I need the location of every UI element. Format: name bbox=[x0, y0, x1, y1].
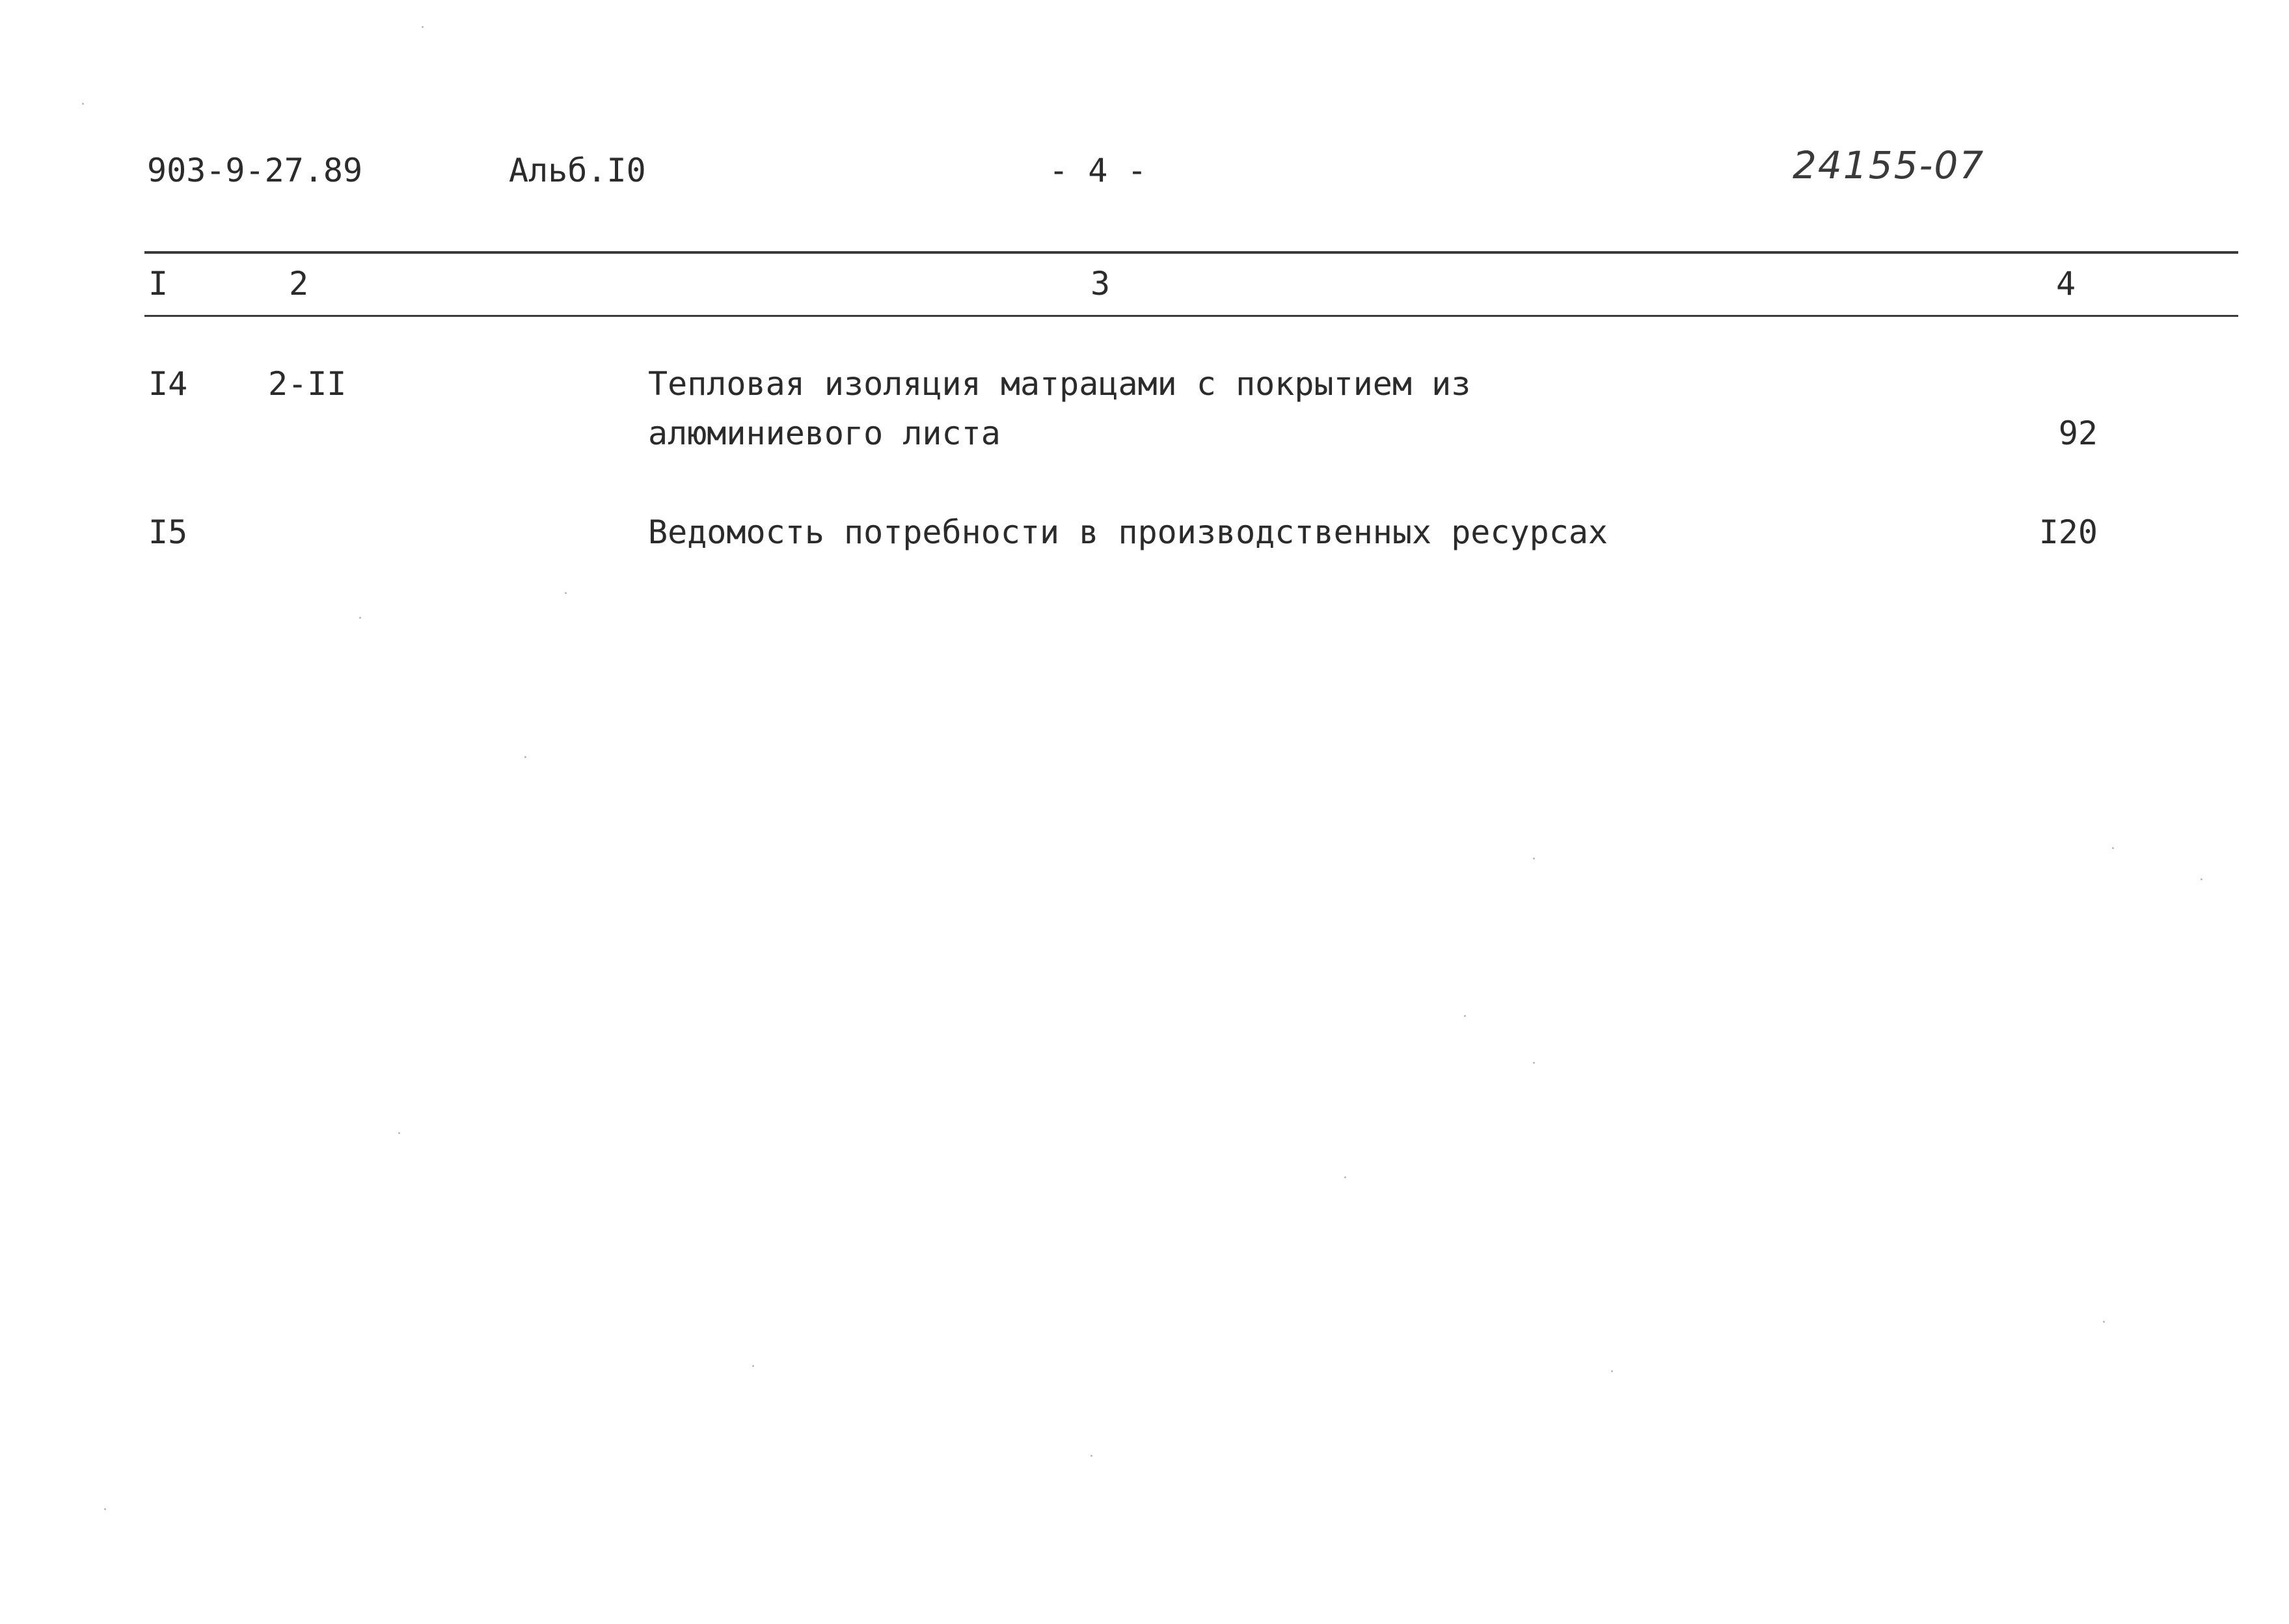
scan-speck bbox=[1533, 1062, 1535, 1064]
scan-speck bbox=[565, 592, 567, 594]
scan-speck bbox=[82, 103, 84, 105]
column-header-2: 2 bbox=[289, 265, 309, 303]
scan-speck bbox=[104, 1508, 106, 1510]
row-number: I5 bbox=[148, 513, 188, 551]
column-header-1: I bbox=[148, 265, 169, 303]
scan-speck bbox=[1533, 858, 1535, 859]
scan-speck bbox=[752, 1365, 754, 1367]
row-page: I20 bbox=[2038, 513, 2098, 551]
scan-speck bbox=[2103, 1321, 2105, 1323]
scan-speck bbox=[1090, 1455, 1092, 1457]
row-title-line-2: алюминиевого листа bbox=[648, 414, 1001, 452]
handwritten-number: 24155-07 bbox=[1793, 143, 1985, 187]
scan-speck bbox=[422, 26, 424, 28]
row-number: I4 bbox=[148, 365, 188, 403]
scan-speck bbox=[398, 1132, 400, 1134]
table-header-rule bbox=[144, 315, 2238, 317]
column-header-4: 4 bbox=[2056, 265, 2076, 303]
scan-speck bbox=[2201, 878, 2202, 880]
page-number: - 4 - bbox=[1049, 152, 1147, 189]
scan-speck bbox=[524, 756, 526, 758]
table-top-rule bbox=[144, 251, 2238, 254]
scan-speck bbox=[359, 617, 361, 619]
album-label: Альб.I0 bbox=[509, 152, 646, 189]
row-title-line-1: Ведомость потребности в производственных ресурсах bbox=[648, 513, 1608, 551]
scan-speck bbox=[1344, 1176, 1346, 1178]
doc-code: 903-9-27.89 bbox=[147, 152, 363, 189]
column-header-3: 3 bbox=[1090, 265, 1111, 303]
row-page: 92 bbox=[2058, 414, 2098, 452]
scan-speck bbox=[2112, 847, 2114, 849]
row-reference: 2-II bbox=[268, 365, 347, 403]
scan-speck bbox=[1464, 1015, 1466, 1017]
scan-speck bbox=[1611, 1370, 1613, 1372]
row-title-line-1: Тепловая изоляция матрацами с покрытием из bbox=[648, 365, 1471, 403]
